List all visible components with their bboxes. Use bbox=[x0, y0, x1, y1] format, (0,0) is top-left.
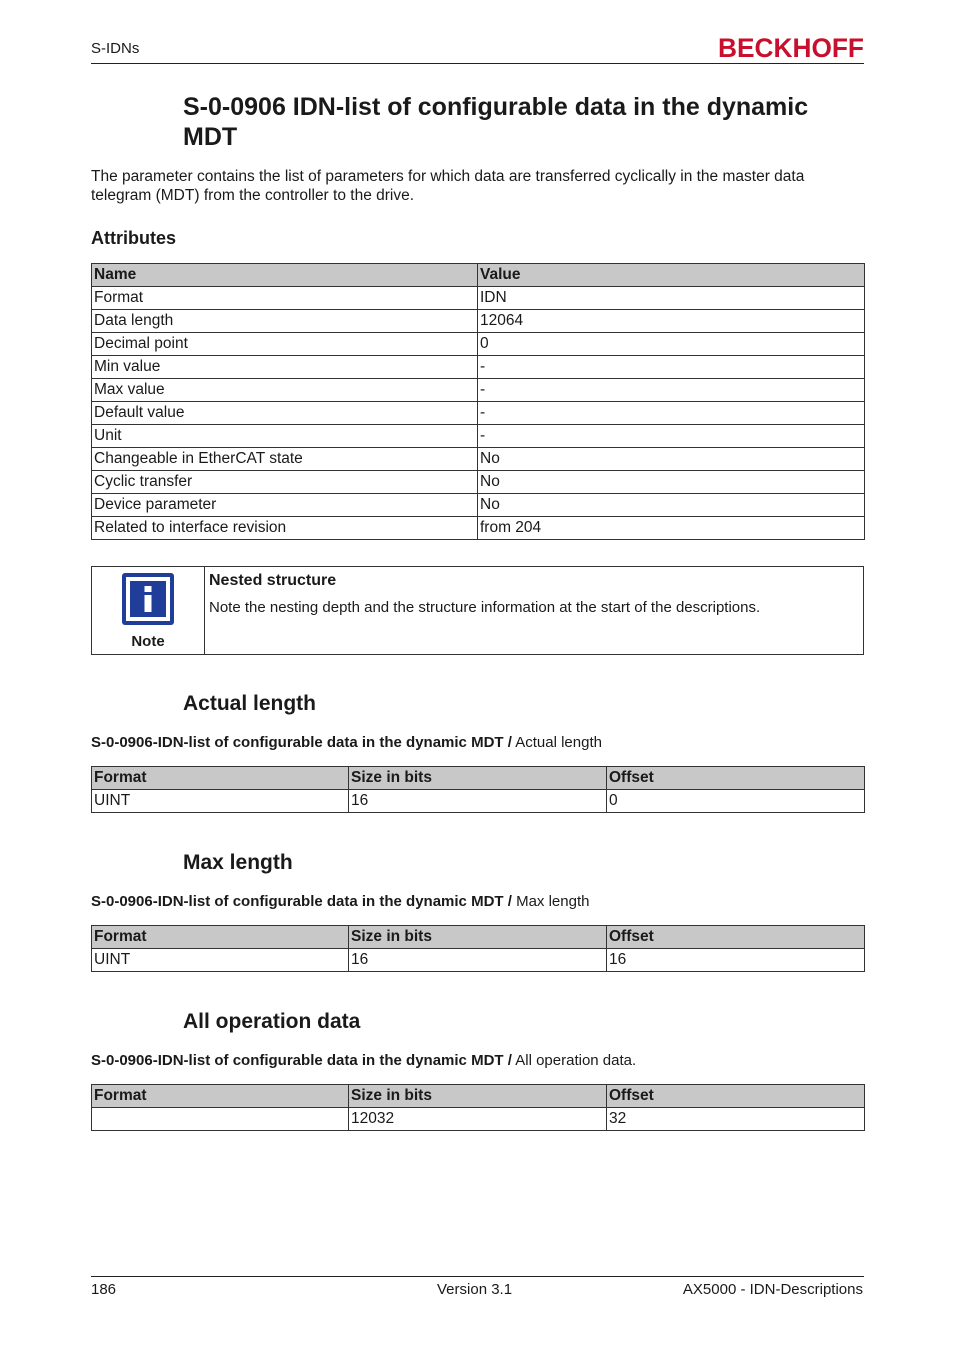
page-title: S-0-0906 IDN-list of configurable data in the dynamic MDT bbox=[183, 93, 809, 151]
table-row bbox=[92, 949, 865, 972]
reference-normal: Actual length bbox=[511, 734, 602, 751]
reference-bold: S-0-0906-IDN-list of configurable data in the dynamic MDT / bbox=[91, 893, 512, 910]
attribute-name-cell: Format bbox=[92, 287, 478, 310]
attribute-value-cell: from 204 bbox=[478, 517, 865, 540]
section-reference-actual-length bbox=[91, 734, 602, 751]
column-header-value: Value bbox=[478, 264, 865, 287]
note-title: Nested structure bbox=[209, 572, 337, 589]
intro-paragraph: The parameter contains the list of parameters for which data are transferred cyclically in the master data telegram (MDT) from the controller to the drive. bbox=[91, 168, 805, 204]
column-header-offset: Offset bbox=[607, 767, 865, 790]
attribute-name-cell: Device parameter bbox=[92, 494, 478, 517]
attribute-value-cell: - bbox=[478, 379, 865, 402]
cell-size: 16 bbox=[349, 790, 607, 813]
attribute-name-cell: Decimal point bbox=[92, 333, 478, 356]
attribute-name-cell: Min value bbox=[92, 356, 478, 379]
attribute-name-cell: Related to interface revision bbox=[92, 517, 478, 540]
attribute-value-cell: - bbox=[478, 356, 865, 379]
attribute-value-cell: 12064 bbox=[478, 310, 865, 333]
svg-text:BECKHOFF: BECKHOFF bbox=[718, 34, 864, 62]
column-header-format: Format bbox=[92, 767, 349, 790]
attribute-value-cell: No bbox=[478, 448, 865, 471]
attribute-value-cell: No bbox=[478, 494, 865, 517]
table-row bbox=[92, 333, 865, 356]
footer-page-number: 186 bbox=[91, 1281, 117, 1298]
attribute-name-cell: Max value bbox=[92, 379, 478, 402]
reference-bold: S-0-0906-IDN-list of configurable data in the dynamic MDT / bbox=[91, 734, 512, 751]
cell-size: 16 bbox=[349, 949, 607, 972]
cell-offset: 16 bbox=[607, 949, 865, 972]
attribute-name-cell: Data length bbox=[92, 310, 478, 333]
header-divider bbox=[91, 63, 864, 64]
column-header-size: Size in bits bbox=[349, 767, 607, 790]
attribute-name-cell: Default value bbox=[92, 402, 478, 425]
attribute-value-cell: 0 bbox=[478, 333, 865, 356]
header-section-label: S-IDNs bbox=[91, 40, 140, 57]
cell-format: UINT bbox=[92, 949, 349, 972]
cell-format: UINT bbox=[92, 790, 349, 813]
column-header-name: Name bbox=[92, 264, 478, 287]
column-header-format: Format bbox=[92, 926, 349, 949]
all-operation-data-table bbox=[91, 1084, 865, 1131]
cell-format bbox=[92, 1108, 349, 1131]
attribute-value-cell: IDN bbox=[478, 287, 865, 310]
attribute-name-cell: Cyclic transfer bbox=[92, 471, 478, 494]
section-reference-max-length bbox=[91, 893, 589, 910]
note-box bbox=[91, 566, 864, 655]
table-row bbox=[92, 448, 865, 471]
attribute-value-cell: - bbox=[478, 402, 865, 425]
cell-size: 12032 bbox=[349, 1108, 607, 1131]
column-header-offset: Offset bbox=[607, 926, 865, 949]
attribute-value-cell: - bbox=[478, 425, 865, 448]
column-header-format: Format bbox=[92, 1085, 349, 1108]
max-length-table bbox=[91, 925, 865, 972]
table-row bbox=[92, 494, 865, 517]
reference-normal: Max length bbox=[511, 893, 590, 910]
attributes-header-row bbox=[92, 264, 865, 287]
table-row bbox=[92, 287, 865, 310]
table-row bbox=[92, 356, 865, 379]
table-row bbox=[92, 310, 865, 333]
beckhoff-logo bbox=[718, 34, 864, 62]
section-heading-all-operation-data: All operation data bbox=[183, 1010, 361, 1033]
note-text: Note the nesting depth and the structure information at the start of the descriptions. bbox=[209, 599, 761, 616]
column-header-size: Size in bits bbox=[349, 1085, 607, 1108]
attribute-name-cell: Unit bbox=[92, 425, 478, 448]
table-row bbox=[92, 379, 865, 402]
column-header-offset: Offset bbox=[607, 1085, 865, 1108]
section-heading-actual-length: Actual length bbox=[183, 692, 317, 715]
attributes-table bbox=[91, 263, 865, 540]
attribute-value-cell: No bbox=[478, 471, 865, 494]
note-icon-cell bbox=[92, 567, 205, 654]
table-row bbox=[92, 402, 865, 425]
table-row bbox=[92, 1108, 865, 1131]
table-header-row bbox=[92, 926, 865, 949]
footer-document-title: AX5000 - IDN-Descriptions bbox=[682, 1281, 863, 1298]
column-header-size: Size in bits bbox=[349, 926, 607, 949]
table-row bbox=[92, 517, 865, 540]
footer-version: Version 3.1 bbox=[437, 1281, 513, 1298]
attribute-name-cell: Changeable in EtherCAT state bbox=[92, 448, 478, 471]
info-icon bbox=[121, 572, 175, 626]
table-row bbox=[92, 425, 865, 448]
section-heading-max-length: Max length bbox=[183, 851, 293, 874]
table-row bbox=[92, 790, 865, 813]
reference-normal: All operation data. bbox=[511, 1052, 637, 1069]
actual-length-table bbox=[91, 766, 865, 813]
table-row bbox=[92, 471, 865, 494]
attributes-heading: Attributes bbox=[91, 228, 176, 248]
footer-divider bbox=[91, 1276, 864, 1277]
section-reference-all-operation-data bbox=[91, 1052, 636, 1069]
reference-bold: S-0-0906-IDN-list of configurable data in the dynamic MDT / bbox=[91, 1052, 512, 1069]
table-header-row bbox=[92, 1085, 865, 1108]
cell-offset: 0 bbox=[607, 790, 865, 813]
table-header-row bbox=[92, 767, 865, 790]
note-label: Note bbox=[131, 633, 165, 650]
cell-offset: 32 bbox=[607, 1108, 865, 1131]
